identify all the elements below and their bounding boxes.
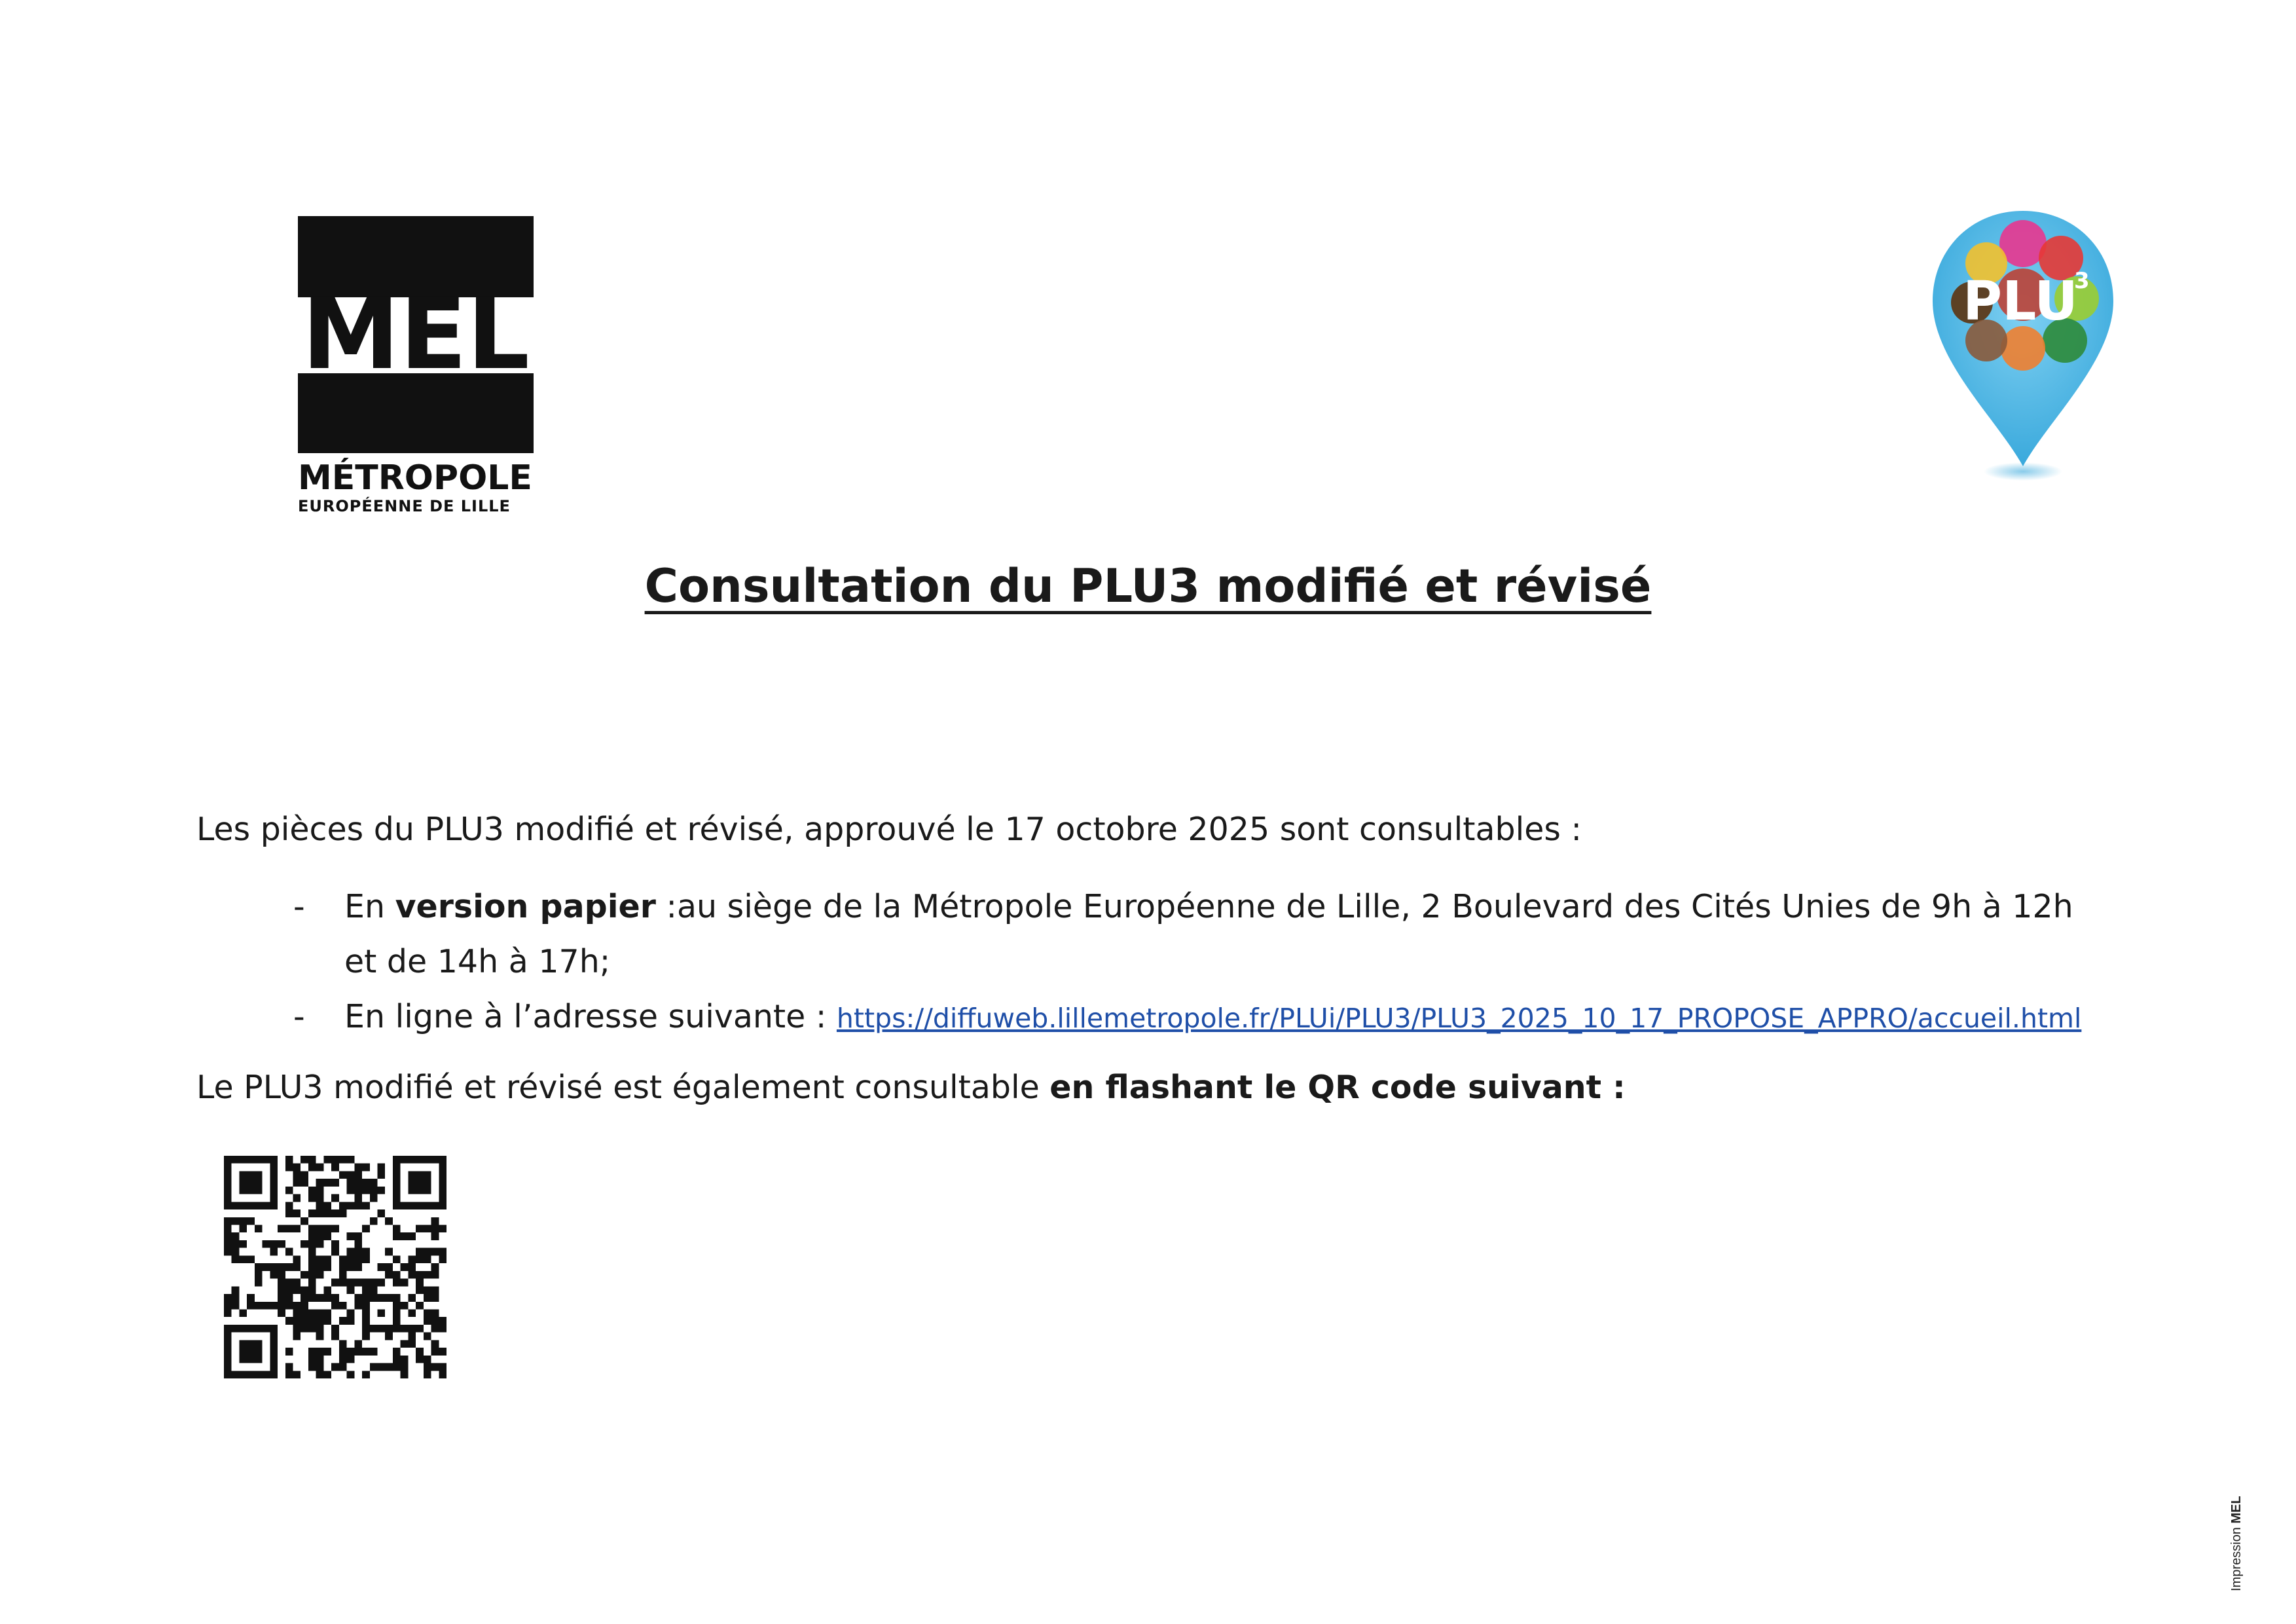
plu3-url-link[interactable]: https://diffuweb.lillemetropole.fr/PLUi/PLU3/PLU3_2025_10_17_PROPOSE_APPRO/accueil.html [836, 1003, 2082, 1034]
print-mark-prefix: Impression [2229, 1523, 2244, 1591]
qr-paragraph-text: Le PLU3 modifié et révisé est également consultable [196, 1069, 1050, 1106]
list-dash: - [293, 998, 305, 1035]
qr-code-icon[interactable] [224, 1156, 446, 1378]
paper-version-line-1 [344, 879, 2147, 934]
plu3-logo-text: PLU [1963, 270, 2079, 333]
mel-logo-name: MÉTROPOLE [298, 458, 532, 498]
plu3-pin-logo [1925, 203, 2121, 491]
qr-paragraph-bold: en flashant le QR code suivant : [1049, 1069, 1626, 1106]
mel-logo-mark [298, 216, 534, 453]
plu3-logo-superscript: 3 [2074, 268, 2090, 294]
mel-logo-subtitle: EUROPÉENNE DE LILLE [298, 497, 511, 515]
paper-version-text: :au siège de la Métropole Européenne de Lille, 2 Boulevard des Cités Unies de 9h à 12h [655, 888, 2073, 925]
consultation-list [196, 879, 2147, 1046]
list-item-online [196, 989, 2147, 1046]
intro-paragraph: Les pièces du PLU3 modifié et révisé, approuvé le 17 octobre 2025 sont consultables : [196, 811, 1582, 848]
online-text: En ligne à l’adresse suivante : [344, 998, 837, 1035]
paper-version-bold: version papier [395, 888, 656, 925]
document-body [196, 802, 2147, 1115]
mel-logo [298, 216, 534, 516]
document-title [0, 557, 2296, 616]
paper-version-line-2: et de 14h à 17h; [344, 943, 611, 980]
qr-paragraph [196, 1060, 2147, 1115]
document-title-text: Consultation du PLU3 modifié et révisé [644, 559, 1652, 613]
list-dash: - [293, 888, 305, 925]
paper-version-prefix: En [344, 888, 395, 925]
mel-logo-letters: MEL [302, 278, 530, 392]
online-line [344, 989, 2147, 1046]
list-item-paper-version [196, 879, 2147, 989]
print-mark [2229, 1496, 2244, 1591]
print-mark-bold: MEL [2229, 1496, 2244, 1524]
